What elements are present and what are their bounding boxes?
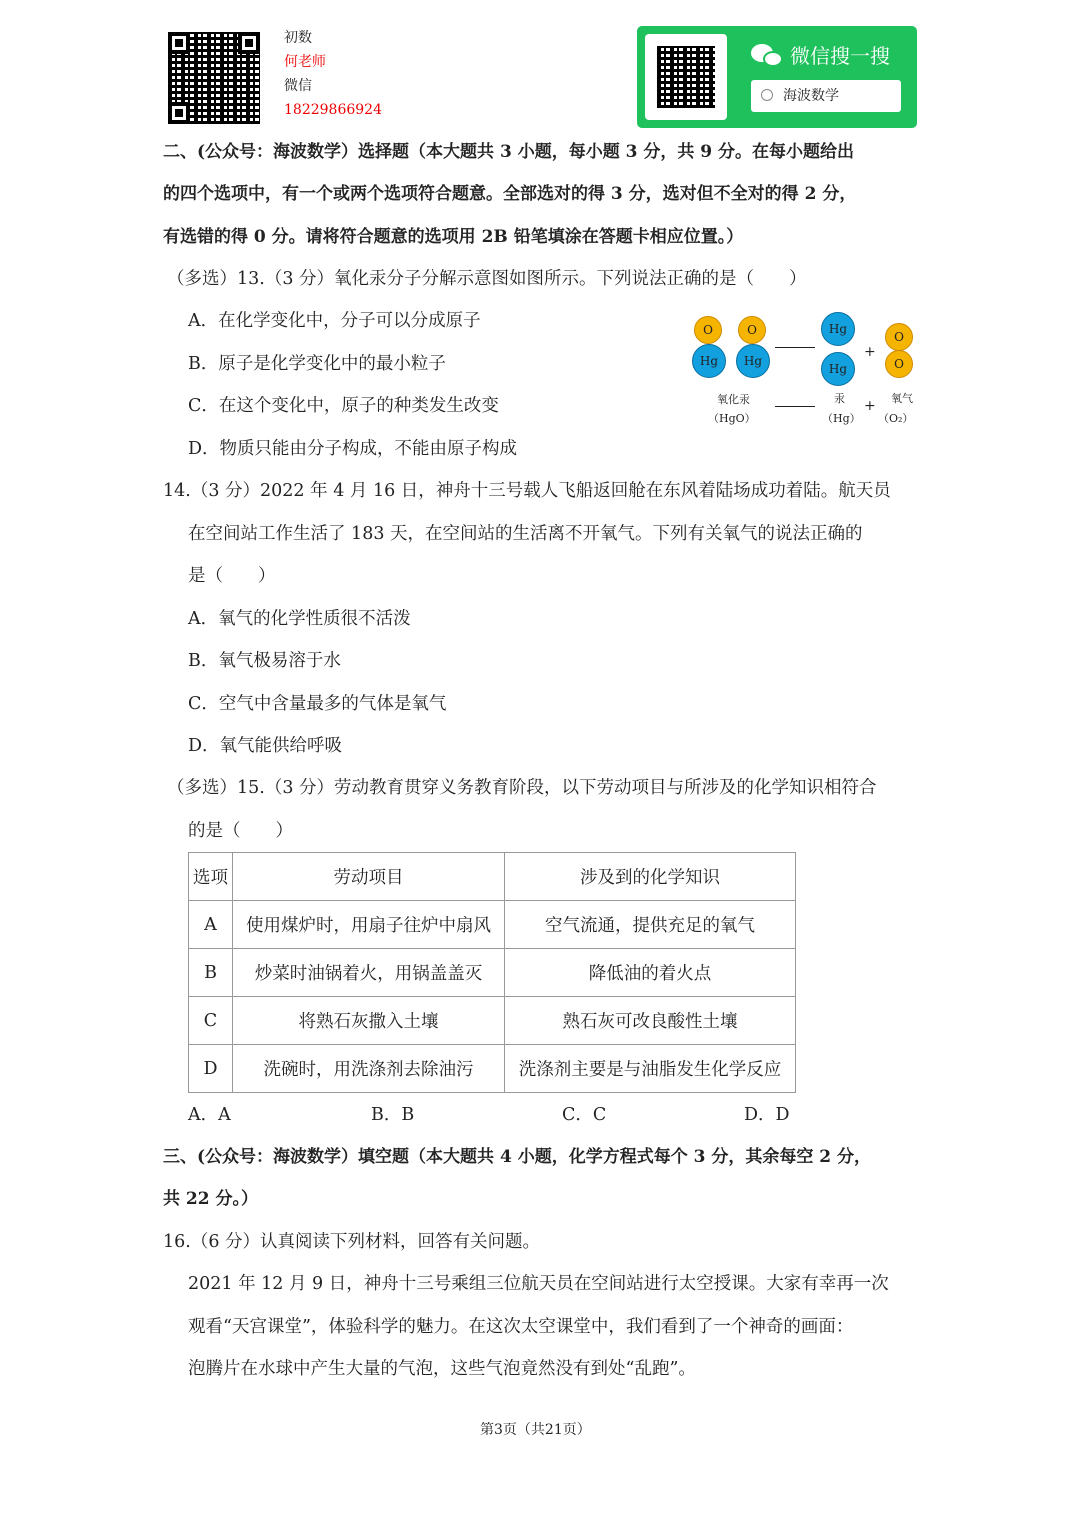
plus: + xyxy=(864,344,876,360)
header-cell: 涉及到的化学知识 xyxy=(505,853,796,901)
option: C．在这个变化中，原子的种类发生改变 xyxy=(188,396,499,416)
cell: A xyxy=(189,901,233,949)
qr-finder xyxy=(238,32,260,54)
plus: + xyxy=(864,398,876,414)
option: A．氧气的化学性质很不活泼 xyxy=(188,609,411,629)
passage-line: 2021 年 12 月 9 日，神舟十三号乘组三位航天员在空间站进行太空授课。大家有幸再一次 xyxy=(188,1274,889,1294)
section-heading: 共 22 分。） xyxy=(163,1189,258,1209)
cell: 炒菜时油锅着火，用锅盖盖灭 xyxy=(233,949,505,997)
cell: 将熟石灰撒入土壤 xyxy=(233,997,505,1045)
oxygen-atom: O xyxy=(885,350,913,378)
table-row xyxy=(189,1045,796,1093)
header-phone: 18229866924 xyxy=(284,102,382,118)
mercury-atom: Hg xyxy=(821,352,855,386)
labor-knowledge-table xyxy=(188,852,796,1093)
mercury-atom: Hg xyxy=(821,312,855,346)
header-cell: 选项 xyxy=(189,853,233,901)
option: B．氧气极易溶于水 xyxy=(188,651,341,671)
header-label: 初数 xyxy=(284,30,312,46)
reactant-formula: （HgO） xyxy=(708,412,756,425)
question-stem: 是（ ） xyxy=(188,566,276,586)
question-stem: 的是（ ） xyxy=(188,821,293,841)
reactant-label: 氧化汞 xyxy=(717,393,750,406)
question-stem: 14.（3 分）2022 年 4 月 16 日，神舟十三号载人飞船返回舱在东风着陆场成功着陆。航天员 xyxy=(163,481,891,501)
option: C．空气中含量最多的气体是氧气 xyxy=(188,694,447,714)
option: D．氧气能供给呼吸 xyxy=(188,736,343,756)
wechat-icon-bubble xyxy=(763,51,783,67)
cell: B xyxy=(189,949,233,997)
cell: 使用煤炉时，用扇子往炉中扇风 xyxy=(233,901,505,949)
passage-line: 泡腾片在水球中产生大量的气泡，这些气泡竟然没有到处“乱跑”。 xyxy=(188,1359,696,1379)
question-stem: 16.（6 分）认真阅读下列材料，回答有关问题。 xyxy=(163,1232,541,1252)
search-icon xyxy=(761,89,773,101)
option: D．物质只能由分子构成，不能由原子构成 xyxy=(188,439,518,459)
oxygen-atom: O xyxy=(738,316,766,344)
arrow xyxy=(775,406,815,407)
header-cell: 劳动项目 xyxy=(233,853,505,901)
mercury-atom: Hg xyxy=(692,344,726,378)
product-formula: （O₂） xyxy=(878,412,914,425)
oxygen-atom: O xyxy=(885,323,913,351)
table-header-row xyxy=(189,853,796,901)
cell: 空气流通，提供充足的氧气 xyxy=(505,901,796,949)
oxygen-atom: O xyxy=(694,316,722,344)
section-heading: 三、(公众号：海波数学）填空题（本大题共 4 小题，化学方程式每个 3 分，其余每空 2 分， xyxy=(163,1147,872,1167)
cell: C xyxy=(189,997,233,1045)
cell: 熟石灰可改良酸性土壤 xyxy=(505,997,796,1045)
qr-finder xyxy=(168,32,190,54)
option: B．原子是化学变化中的最小粒子 xyxy=(188,354,446,374)
qr-finder xyxy=(168,102,190,124)
question-stem: 在空间站工作生活了 183 天，在空间站的生活离不开氧气。下列有关氧气的说法正确的 xyxy=(188,524,863,544)
wechat-title: 微信搜一搜 xyxy=(790,44,890,68)
section-heading: 的四个选项中，有一个或两个选项符合题意。全部选对的得 3 分，选对但不全对的得 2 分， xyxy=(163,184,857,204)
question-stem: （多选）15.（3 分）劳动教育贯穿义务教育阶段，以下劳动项目与所涉及的化学知识相符合 xyxy=(167,778,877,798)
option: D．D xyxy=(744,1105,790,1125)
cell: 洗涤剂主要是与油脂发生化学反应 xyxy=(505,1045,796,1093)
section-heading: 二、(公众号：海波数学）选择题（本大题共 3 小题，每小题 3 分，共 9 分。在每小题给出 xyxy=(163,142,855,162)
question-stem: （多选）13.（3 分）氧化汞分子分解示意图如图所示。下列说法正确的是（ ） xyxy=(167,269,807,289)
option: B．B xyxy=(371,1105,415,1125)
passage-line: 观看“天宫课堂”，体验科学的魅力。在这次太空课堂中，我们看到了一个神奇的画面： xyxy=(188,1317,854,1337)
option: A．在化学变化中，分子可以分成原子 xyxy=(188,311,481,331)
wechat-search-banner[interactable] xyxy=(637,26,917,128)
section-heading: 有选错的得 0 分。请将符合题意的选项用 2B 铅笔填涂在答题卡相应位置。） xyxy=(163,227,744,247)
mercury-atom: Hg xyxy=(736,344,770,378)
cell: 降低油的着火点 xyxy=(505,949,796,997)
search-text: 海波数学 xyxy=(783,88,839,104)
option: A．A xyxy=(188,1105,231,1125)
table-row xyxy=(189,901,796,949)
page-footer: 第3页（共21页） xyxy=(480,1422,591,1438)
search-box[interactable] xyxy=(751,80,901,112)
qr-code xyxy=(657,46,715,108)
header-label: 微信 xyxy=(284,78,312,94)
product-formula: （Hg） xyxy=(822,412,861,425)
banner-qr-box xyxy=(645,34,727,120)
product-label: 氧气 xyxy=(891,392,913,405)
arrow xyxy=(775,347,815,348)
product-label: 汞 xyxy=(834,392,845,405)
table-row xyxy=(189,949,796,997)
table-row xyxy=(189,997,796,1045)
cell: D xyxy=(189,1045,233,1093)
cell: 洗碗时，用洗涤剂去除油污 xyxy=(233,1045,505,1093)
option: C．C xyxy=(562,1105,607,1125)
header-label: 何老师 xyxy=(284,54,326,70)
